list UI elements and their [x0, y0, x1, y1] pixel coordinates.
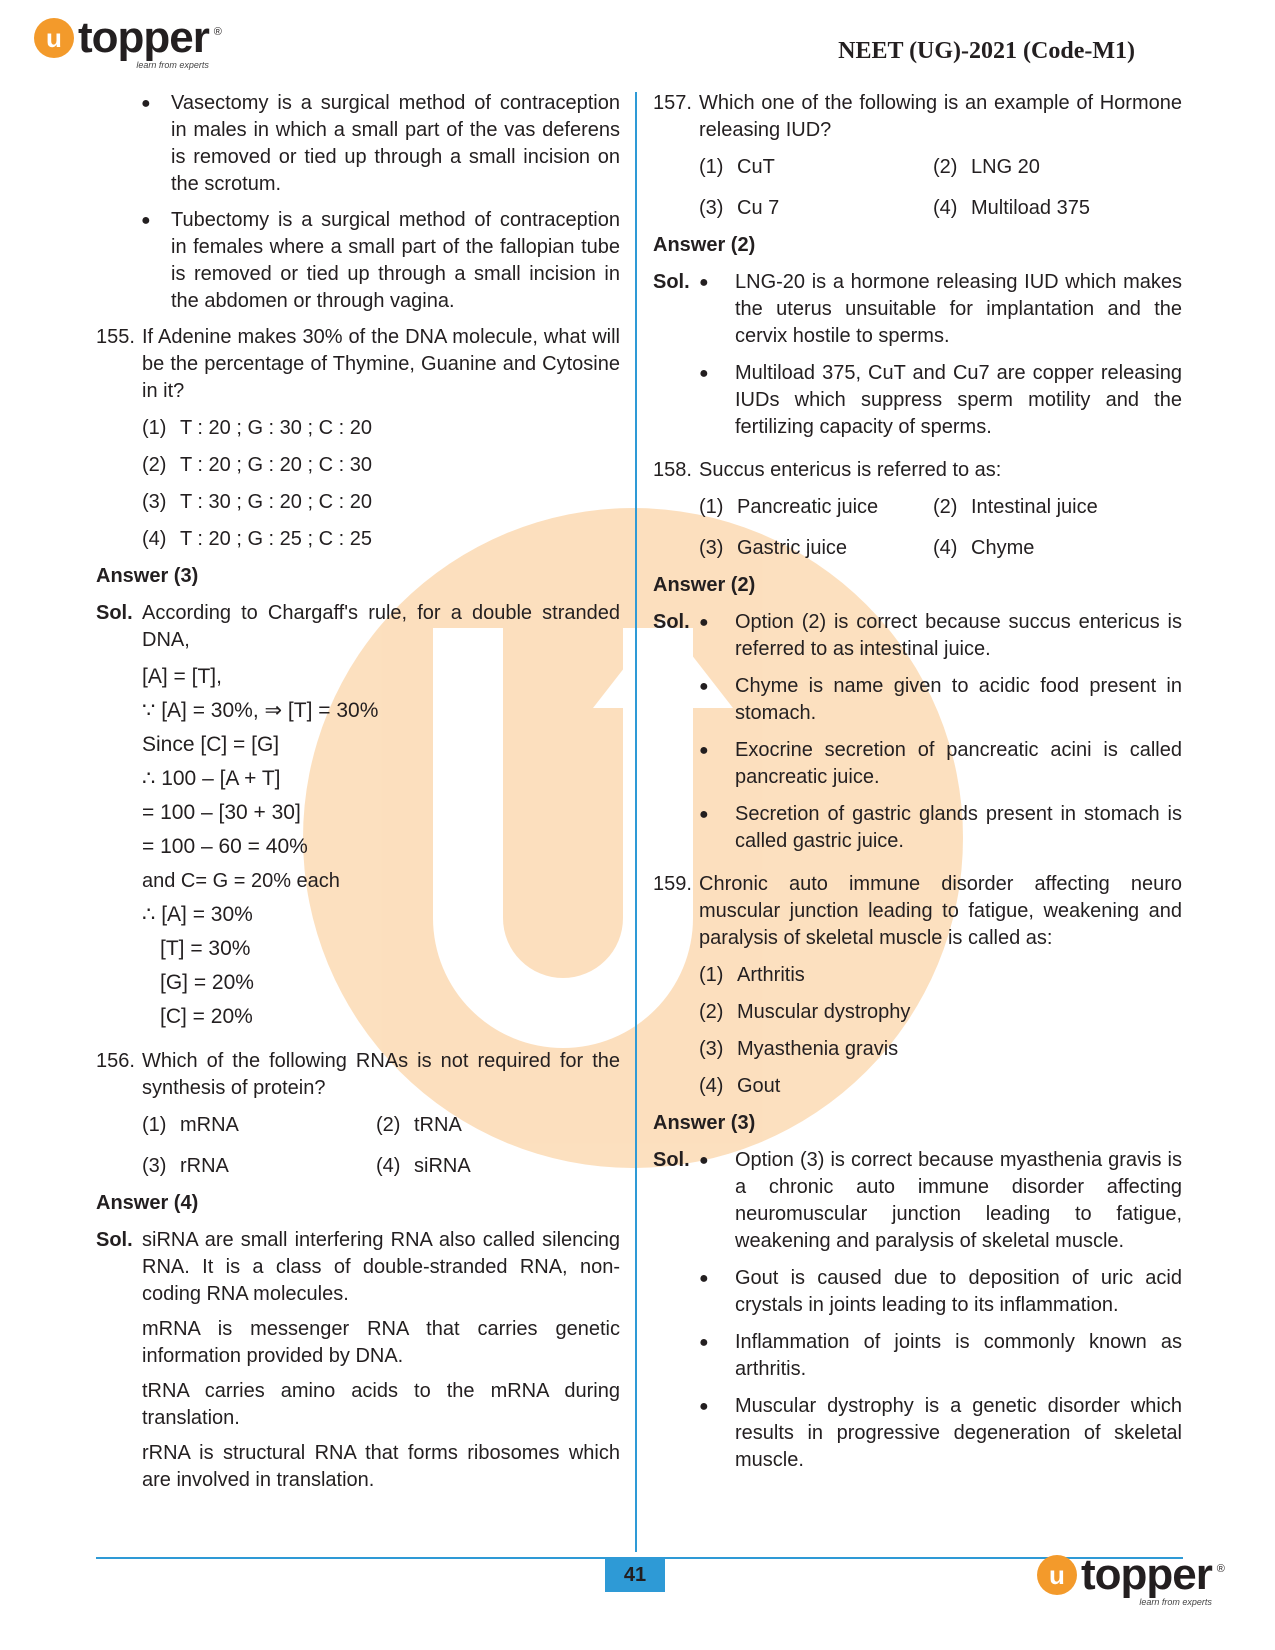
column-divider — [635, 92, 637, 1552]
list-item: ● Option (3) is correct because myasthenia gravis is a chronic auto immune disorder affecting neuromuscular junction leading to fatigue, weakening and paralysis of skeletal muscle. — [699, 1147, 1182, 1255]
option: (1) T : 20 ; G : 30 ; C : 20 — [142, 417, 372, 439]
options-157 — [699, 154, 1182, 222]
math-line: and C= G = 20% each — [142, 870, 340, 892]
list-item: ● Inflammation of joints is commonly known as arthritis. — [699, 1329, 1182, 1383]
sol-text: siRNA are small interfering RNA also called silencing RNA. It is a class of double-stranded RNA, non-coding RNA molecules. — [142, 1229, 620, 1305]
answer-159: Answer (3) — [653, 1112, 756, 1134]
question-number: 155. — [96, 326, 135, 348]
option: (2) Muscular dystrophy — [699, 1001, 911, 1023]
bullet-icon: ● — [699, 274, 709, 291]
bullet-icon: ● — [699, 1270, 709, 1287]
list-item — [96, 90, 620, 198]
list-item: ● Gout is caused due to deposition of uric acid crystals in joints leading to its inflammation. — [699, 1265, 1182, 1319]
exam-title: NEET (UG)-2021 (Code-M1) — [838, 38, 1135, 64]
list-item — [96, 207, 620, 315]
answer-155: Answer (3) — [96, 565, 199, 587]
question-159 — [653, 871, 1182, 952]
logo-text — [1081, 1550, 1224, 1607]
sol-label: Sol. — [653, 611, 690, 633]
math-line: ∴ 100 – [A + T] — [142, 767, 281, 790]
option: (4) Gout — [699, 1075, 781, 1097]
page-number: 41 — [605, 1558, 665, 1592]
option: (4) T : 20 ; G : 25 ; C : 25 — [142, 528, 372, 550]
list-item: ● Secretion of gastric glands present in stomach is called gastric juice. — [699, 801, 1182, 855]
option: (1) Pancreatic juice — [699, 496, 879, 518]
math-line: = 100 – [30 + 30] — [142, 801, 301, 824]
option: (3) rRNA — [142, 1155, 229, 1177]
option: (2) LNG 20 — [933, 156, 1040, 178]
option: (2) T : 20 ; G : 20 ; C : 30 — [142, 454, 372, 476]
question-text: Which one of the following is an example of Hormone releasing IUD? — [699, 92, 1182, 141]
question-156 — [96, 1048, 620, 1102]
option: (4) siRNA — [376, 1155, 471, 1177]
solution-157 — [653, 269, 1182, 451]
bullet-text: Vasectomy is a surgical method of contraception in males in which a small part of the vas deferens is removed or tied up through a small incision on the scrotum. — [171, 92, 620, 195]
options-159 — [699, 962, 1182, 1100]
math-line: ∴ [A] = 30% — [142, 903, 253, 926]
math-line: = 100 – 60 = 40% — [142, 835, 308, 858]
logo-text — [78, 13, 221, 70]
answer-157: Answer (2) — [653, 234, 756, 256]
question-text: Chronic auto immune disorder affecting neuro muscular junction leading to fatigue, weakening and paralysis of skeletal muscle is called as: — [699, 873, 1182, 949]
header-logo — [34, 13, 221, 70]
option: (4) Chyme — [933, 537, 1035, 559]
option: (1) Arthritis — [699, 964, 805, 986]
question-number: 157. — [653, 92, 692, 114]
option: (4) Multiload 375 — [933, 197, 1090, 219]
options-156 — [142, 1112, 620, 1180]
bullet-icon: ● — [699, 1152, 709, 1169]
math-line: [C] = 20% — [160, 1005, 253, 1028]
solution-159 — [653, 1147, 1182, 1484]
question-text: If Adenine makes 30% of the DNA molecule, what will be the percentage of Thymine, Guanine and Cytosine in it? — [142, 326, 620, 402]
question-157 — [653, 90, 1182, 144]
math-line: [G] = 20% — [160, 971, 254, 994]
question-number: 159. — [653, 873, 692, 895]
footer-logo — [1037, 1550, 1224, 1607]
right-column — [653, 90, 1182, 1484]
left-column — [96, 90, 620, 1494]
option: (1) mRNA — [142, 1114, 239, 1136]
bullet-icon: ● — [699, 365, 709, 382]
answer-158: Answer (2) — [653, 574, 756, 596]
list-item: ● Multiload 375, CuT and Cu7 are copper releasing IUDs which suppress sperm motility and the fertilizing capacity of sperms. — [699, 360, 1182, 441]
question-155 — [96, 324, 620, 405]
question-text: Succus entericus is referred to as: — [699, 459, 1002, 481]
logo-registered-mark: ® — [213, 26, 221, 38]
sol-paragraph: tRNA carries amino acids to the mRNA during translation. — [142, 1380, 620, 1429]
logo-registered-mark: ® — [1216, 1563, 1224, 1575]
math-line: Since [C] = [G] — [142, 733, 280, 756]
list-item: ● LNG-20 is a hormone releasing IUD which makes the uterus unsuitable for implantation and the cervix hostile to sperms. — [699, 269, 1182, 350]
logo-wordmark: topper — [78, 13, 209, 62]
bullet-icon: ● — [141, 95, 151, 112]
list-item: ● Chyme is name given to acidic food present in stomach. — [699, 673, 1182, 727]
bullet-text: Tubectomy is a surgical method of contraception in females where a small part of the fallopian tube is removed or tied up through a small incision in the abdomen or through vagina. — [171, 209, 620, 312]
math-line: [A] = [T], — [142, 665, 222, 688]
bullet-icon: ● — [699, 678, 709, 695]
option: (1) CuT — [699, 156, 775, 178]
question-text: Which of the following RNAs is not required for the synthesis of protein? — [142, 1050, 620, 1099]
sol-paragraph: mRNA is messenger RNA that carries genetic information provided by DNA. — [142, 1318, 620, 1367]
logo-wordmark: topper — [1081, 1550, 1212, 1599]
logo-tagline: learn from experts — [136, 60, 209, 70]
solution-155 — [96, 600, 620, 654]
sol-text: According to Chargaff's rule, for a double stranded DNA, — [142, 602, 620, 651]
option: (3) Gastric juice — [699, 537, 848, 559]
sol-label: Sol. — [96, 602, 133, 624]
sol-label: Sol. — [96, 1229, 133, 1251]
answer-156: Answer (4) — [96, 1192, 199, 1214]
math-line: ∵ [A] = 30%, ⇒ [T] = 30% — [142, 699, 379, 722]
list-item: ● Muscular dystrophy is a genetic disorder which results in progressive degeneration of skeletal muscle. — [699, 1393, 1182, 1474]
list-item: ● Exocrine secretion of pancreatic acini is called pancreatic juice. — [699, 737, 1182, 791]
option: (3) Myasthenia gravis — [699, 1038, 899, 1060]
question-158 — [653, 457, 1182, 484]
sol-label: Sol. — [653, 1149, 690, 1171]
question-number: 158. — [653, 459, 692, 481]
list-item: ● Option (2) is correct because succus entericus is referred to as intestinal juice. — [699, 609, 1182, 663]
option: (3) Cu 7 — [699, 197, 780, 219]
bullet-icon: ● — [699, 1334, 709, 1351]
options-155 — [142, 415, 620, 553]
sol-paragraph: rRNA is structural RNA that forms ribosomes which are involved in translation. — [142, 1442, 620, 1491]
solution-156 — [96, 1227, 620, 1308]
bullet-icon: ● — [699, 806, 709, 823]
logo-u-icon: u — [1037, 1555, 1077, 1595]
option: (2) Intestinal juice — [933, 496, 1098, 518]
sol-label: Sol. — [653, 271, 690, 293]
bullet-icon: ● — [699, 1398, 709, 1415]
question-number: 156. — [96, 1050, 135, 1072]
bullet-icon: ● — [699, 742, 709, 759]
logo-u-icon: u — [34, 18, 74, 58]
bullet-icon: ● — [699, 614, 709, 631]
option: (3) T : 30 ; G : 20 ; C : 20 — [142, 491, 372, 513]
option: (2) tRNA — [376, 1114, 462, 1136]
math-line: [T] = 30% — [160, 937, 251, 960]
solution-158 — [653, 609, 1182, 865]
bullet-icon: ● — [141, 212, 151, 229]
options-158 — [699, 494, 1182, 562]
logo-tagline: learn from experts — [1139, 1597, 1212, 1607]
